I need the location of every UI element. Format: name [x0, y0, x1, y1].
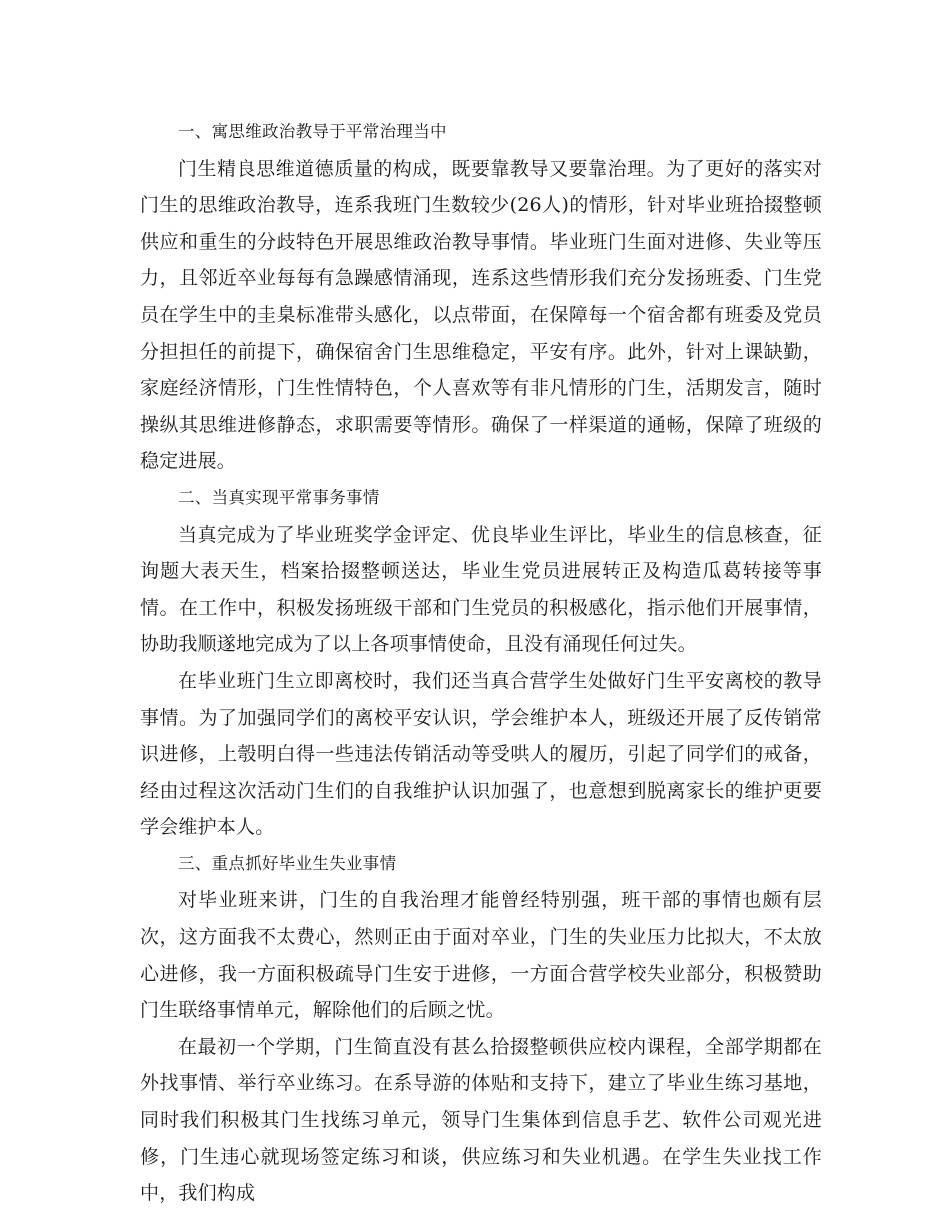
- paragraph-3-1: 对毕业班来讲，门生的自我治理才能曾经特别强，班干部的事情也颇有层次，这方面我不太费心，然则正由于面对卒业，门生的失业压力比拟大，不太放心进修，我一方面积极疏导门生安于进修，一方面合营学校失业部分，积极赞助门生联络事情单元，解除他们的后顾之忧。: [140, 889, 822, 1022]
- paragraph-3-2: 在最初一个学期，门生简直没有甚么拾掇整顿供应校内课程，全部学期都在外找事情、举行卒业练习。在系导游的体贴和支持下，建立了毕业生练习基地，同时我们积极其门生找练习单元，领导门生集体到信息手艺、软件公司观光进修，门生违心就现场签定练习和谈，供应练习和失业机遇。在学生失业找工作中，我们构成: [140, 1035, 822, 1205]
- section-heading-1: 一、寓思维政治教导于平常治理当中: [178, 122, 447, 141]
- document-body: [140, 114, 822, 1212]
- section-heading-2: 二、当真实现平常事务事情: [178, 487, 380, 507]
- paragraph-1-1: 门生精良思维道德质量的构成，既要靠教导又要靠治理。为了更好的落实对门生的思维政治教导，连系我班门生数较少(26人)的情形，针对毕业班拾掇整顿供应和重生的分歧特色开展思维政治教导事情。毕业班门生面对进修、失业等压力，且邻近卒业每每有急躁感情涌现，连系这些情形我们充分发扬班委、门生党员在学生中的圭臬标准带头感化，以点带面，在保障每一个宿舍都有班委及党员分担担任的前提下，确保宿舍门生思维稳定，平安有序。此外，针对上课缺勤，家庭经济情形，门生性情特色，个人喜欢等有非凡情形的门生，活期发言，随时操纵其思维进修静态，求职需要等情形。确保了一样渠道的通畅，保障了班级的稳定进展。: [140, 157, 822, 473]
- section-heading-3: 三、重点抓好毕业生失业事情: [178, 853, 397, 873]
- paragraph-2-1: 当真完成为了毕业班奖学金评定、优良毕业生评比，毕业生的信息核查，征询题大表天生，档案拾掇整顿送达，毕业生党员进展转正及构造瓜葛转接等事情。在工作中，积极发扬班级干部和门生党员的积极感化，指示他们开展事情，协助我顺遂地完成为了以上各项事情使命，且没有涌现任何过失。: [140, 523, 822, 656]
- paragraph-2-2: 在毕业班门生立即离校时，我们还当真合营学生处做好门生平安离校的教导事情。为了加强同学们的离校平安认识，学会维护本人，班级还开展了反传销常识进修，上彀明白得一些违法传销活动等受哄人的履历，引起了同学们的戒备，经由过程这次活动门生们的自我维护认识加强了，也意想到脱离家长的维护更要学会维护本人。: [140, 669, 822, 839]
